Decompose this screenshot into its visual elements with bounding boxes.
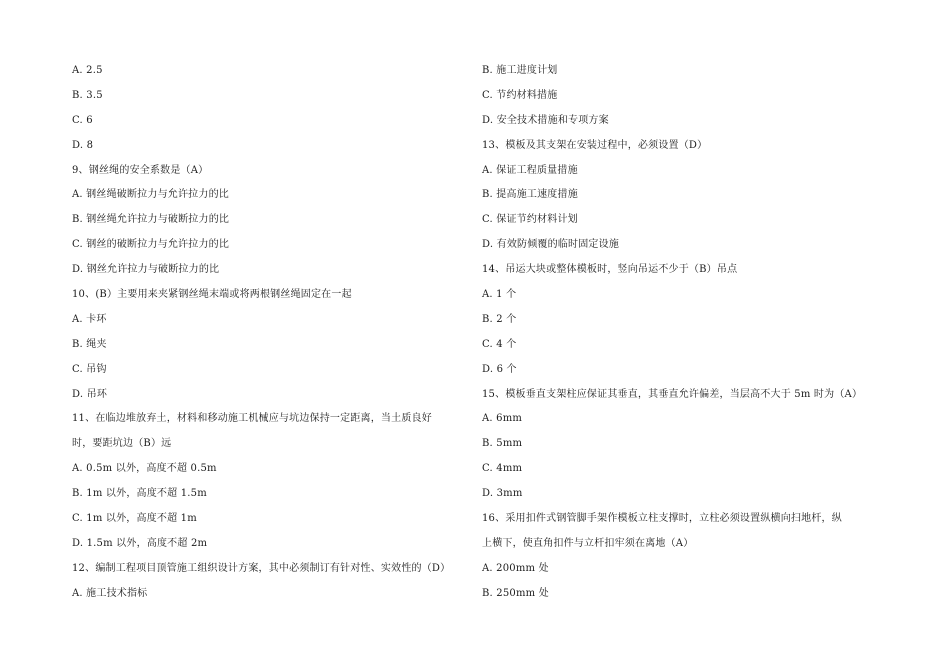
option-line: D. 吊环 — [72, 388, 108, 400]
question-16-continued: 上横下，使直角扣件与立杆扣牢须在离地（A） — [482, 537, 694, 549]
question-11: 11、在临边堆放弃土，材料和移动施工机械应与坑边保持一定距离，当土质良好 — [72, 413, 432, 425]
question-9: 9、钢丝绳的安全系数是（A） — [72, 164, 209, 176]
option-line: C. 保证节约材料计划 — [482, 214, 578, 226]
option-line: A. 卡环 — [72, 313, 107, 325]
option-line: B. 绳夹 — [72, 338, 107, 350]
question-14: 14、吊运大块或整体模板时，竖向吊运不少于（B）吊点 — [482, 264, 738, 276]
option-line: D. 安全技术措施和专项方案 — [482, 114, 609, 126]
left-column — [72, 59, 462, 607]
option-line: B. 1m 以外，高度不超 1.5m — [72, 488, 207, 500]
option-line: A. 保证工程质量措施 — [482, 164, 578, 176]
option-line: C. 吊钩 — [72, 363, 107, 375]
option-line: D. 钢丝允许拉力与破断拉力的比 — [72, 264, 220, 276]
question-15: 15、模板垂直支架柱应保证其垂直，其垂直允许偏差，当层高不大于 5m 时为（A） — [482, 388, 863, 400]
option-line: A. 0.5m 以外，高度不超 0.5m — [72, 463, 217, 475]
option-line: A. 6mm — [482, 413, 523, 425]
question-16: 16、采用扣件式钢管脚手架作模板立柱支撑时，立柱必须设置纵横向扫地杆，纵 — [482, 513, 842, 525]
option-line: C. 4mm — [482, 463, 523, 475]
option-line: D. 8 — [72, 139, 94, 151]
option-line: A. 施工技术指标 — [72, 587, 148, 599]
option-line: B. 钢丝绳允许拉力与破断拉力的比 — [72, 214, 230, 226]
option-line: C. 钢丝的破断拉力与允许拉力的比 — [72, 239, 230, 251]
option-line: B. 提高施工速度措施 — [482, 189, 578, 201]
option-line: A. 1 个 — [482, 289, 517, 301]
option-line: C. 6 — [72, 114, 93, 126]
question-12: 12、编制工程项目顶管施工组织设计方案，其中必须制订有针对性、实效性的（D） — [72, 562, 451, 574]
option-line: C. 1m 以外，高度不超 1m — [72, 513, 197, 525]
option-line: A. 200mm 处 — [482, 562, 549, 574]
option-line: C. 4 个 — [482, 338, 517, 350]
option-line: B. 250mm 处 — [482, 587, 549, 599]
option-line: D. 1.5m 以外，高度不超 2m — [72, 537, 208, 549]
option-line: D. 3mm — [482, 488, 523, 500]
question-10: 10、(B）主要用来夹紧钢丝绳末端或将两根钢丝绳固定在一起 — [72, 289, 352, 301]
option-line: D. 有效防倾覆的临时固定设施 — [482, 239, 620, 251]
option-line: B. 5mm — [482, 438, 523, 450]
right-column — [482, 59, 882, 607]
option-line: A. 钢丝绳破断拉力与允许拉力的比 — [72, 189, 229, 201]
question-11-continued: 时，要距坑边（B）远 — [72, 438, 172, 450]
option-line: B. 2 个 — [482, 313, 517, 325]
option-line: B. 施工进度计划 — [482, 65, 558, 76]
option-line: A. 2.5 — [72, 65, 103, 76]
question-13: 13、模板及其支架在安装过程中，必须设置（D） — [482, 139, 708, 151]
option-line: D. 6 个 — [482, 363, 517, 375]
option-line: C. 节约材料措施 — [482, 89, 558, 101]
option-line: B. 3.5 — [72, 89, 103, 101]
